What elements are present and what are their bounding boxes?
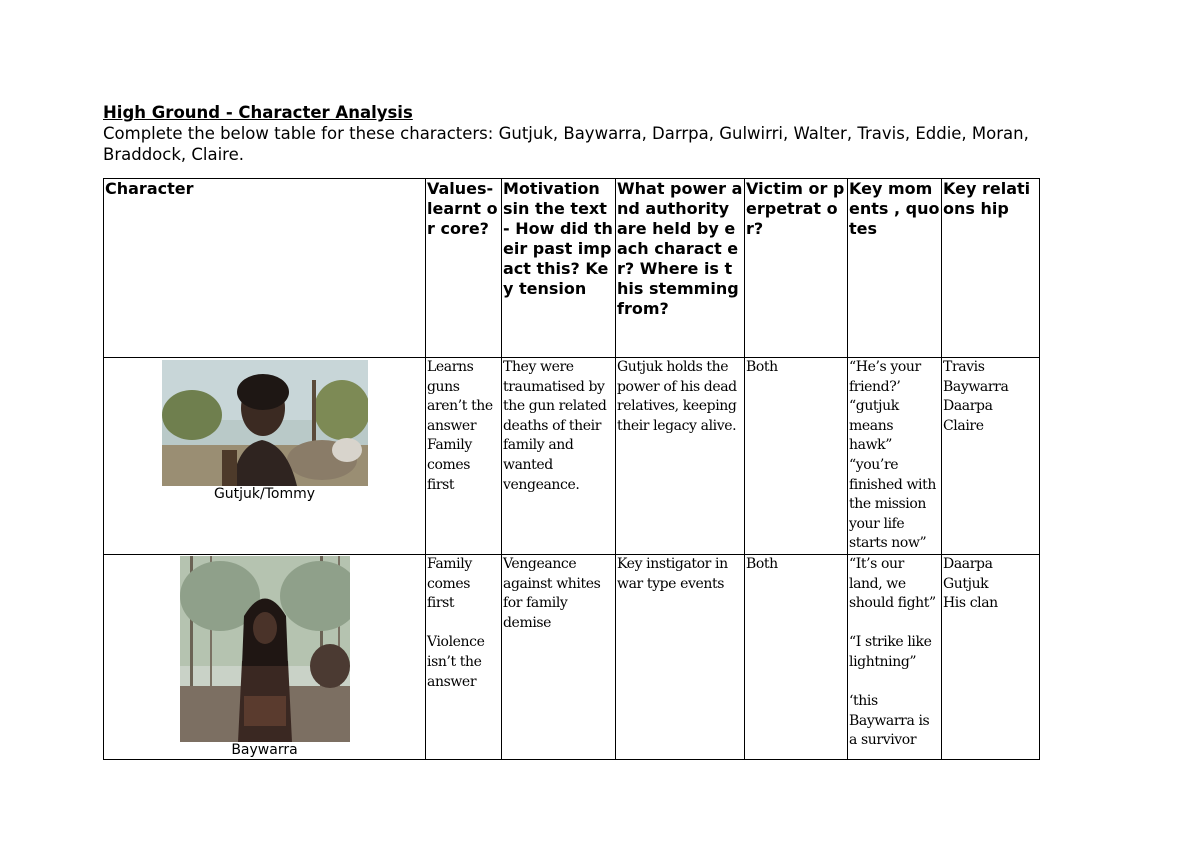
cell-line: Travis: [943, 359, 985, 375]
cell-line: the gun related: [503, 398, 607, 415]
cell-line: should fight”: [849, 595, 936, 612]
cell-line: comes: [427, 456, 471, 473]
cell-line: Gutjuk: [943, 575, 989, 592]
table-row: [104, 358, 1040, 555]
cell-line: your life: [849, 515, 905, 532]
cell-line: traumatised by: [503, 378, 605, 395]
document-heading: [103, 102, 1063, 165]
cell-line: land, we: [849, 575, 906, 592]
cell-line: war type events: [617, 575, 725, 592]
page-title: High Ground - Character Analysis: [103, 103, 413, 122]
cell-line: lightning”: [849, 653, 917, 670]
motivations-cell: [502, 554, 616, 759]
cell-line: “I strike like: [849, 634, 932, 651]
cell-line: deaths of their: [503, 417, 602, 434]
cell-gap: [849, 673, 940, 693]
cell-line: their legacy alive.: [617, 417, 737, 434]
cell-line: His clan: [943, 595, 998, 612]
cell-gap: [849, 614, 940, 634]
cell-line: wanted: [503, 456, 553, 473]
cell-line: They were: [503, 359, 574, 375]
cell-line: relatives, keeping: [617, 398, 737, 415]
cell-line: first: [427, 476, 455, 493]
cell-line: starts now”: [849, 535, 927, 552]
power-cell: [616, 358, 745, 555]
cell-line: family and: [503, 437, 574, 454]
cell-line: the mission: [849, 496, 927, 513]
header-row: [104, 179, 1040, 358]
motivations-cell: [502, 358, 616, 555]
cell-gap: [427, 614, 500, 634]
cell-line: Claire: [943, 417, 984, 434]
cell-line: friend?’: [849, 378, 901, 395]
values-cell: [426, 554, 502, 759]
cell-line: aren’t the: [427, 398, 493, 415]
cell-line: “gutjuk: [849, 398, 899, 415]
header-victim: Victim or perpetrat or?: [745, 179, 848, 358]
cell-line: Gutjuk holds the: [617, 359, 729, 375]
cell-line: answer: [427, 673, 477, 690]
quotes-cell: [848, 554, 942, 759]
cell-line: against whites: [503, 575, 601, 592]
cell-line: Daarpa: [943, 555, 993, 572]
cell-line: Baywarra is: [849, 712, 930, 729]
cell-line: Key instigator in: [617, 555, 728, 572]
cell-line: Family: [427, 437, 472, 454]
cell-line: Daarpa: [943, 398, 993, 415]
character-photo: [180, 556, 350, 742]
character-cell: [104, 554, 426, 759]
cell-line: first: [427, 595, 455, 612]
cell-line: isn’t the: [427, 653, 482, 670]
cell-line: vengeance.: [503, 476, 580, 493]
cell-line: demise: [503, 614, 552, 631]
cell-line: guns: [427, 378, 460, 395]
victim-cell: [745, 358, 848, 555]
cell-line: a survivor: [849, 732, 917, 749]
instructions-text: Complete the below table for these characters: Gutjuk, Baywarra, Darrpa, Gulwirri, Walter, Travis, Eddie, Moran, Braddock, Claire.: [103, 124, 1029, 164]
cell-line: for family: [503, 595, 568, 612]
cell-line: finished with: [849, 476, 936, 493]
cell-line: Both: [746, 359, 778, 375]
relationships-cell: [942, 358, 1040, 555]
header-character: Character: [104, 179, 426, 358]
relationships-cell: [942, 554, 1040, 759]
victim-cell: [745, 554, 848, 759]
values-cell: [426, 358, 502, 555]
cell-line: Both: [746, 555, 778, 572]
header-relationships: Key relations hip: [942, 179, 1040, 358]
cell-line: Learns: [427, 359, 474, 375]
quotes-cell: [848, 358, 942, 555]
cell-line: ‘this: [849, 693, 878, 710]
table-row: [104, 554, 1040, 759]
power-cell: [616, 554, 745, 759]
cell-line: “It’s our: [849, 555, 904, 572]
cell-line: Family: [427, 555, 472, 572]
cell-line: Vengeance: [503, 555, 577, 572]
header-quotes: Key moments , quotes: [848, 179, 942, 358]
header-values: Values- learnt or core?: [426, 179, 502, 358]
character-name: Gutjuk/Tommy: [213, 486, 316, 502]
cell-line: “you’re: [849, 456, 899, 473]
character-photo: [162, 360, 368, 486]
header-power: What power and authority are held by each charact er? Where is this stemming from?: [616, 179, 745, 358]
cell-line: “He’s your: [849, 359, 921, 375]
character-cell: [104, 358, 426, 555]
cell-line: power of his dead: [617, 378, 737, 395]
character-name: Baywarra: [231, 741, 298, 758]
cell-line: answer: [427, 417, 477, 434]
cell-line: comes: [427, 575, 471, 592]
cell-line: Violence: [427, 634, 485, 651]
cell-line: means hawk”: [849, 417, 894, 454]
header-motivations: Motivation sin the text - How did their past impact this? Key tension: [502, 179, 616, 358]
character-analysis-table: [103, 178, 1040, 760]
cell-line: Baywarra: [943, 378, 1009, 395]
